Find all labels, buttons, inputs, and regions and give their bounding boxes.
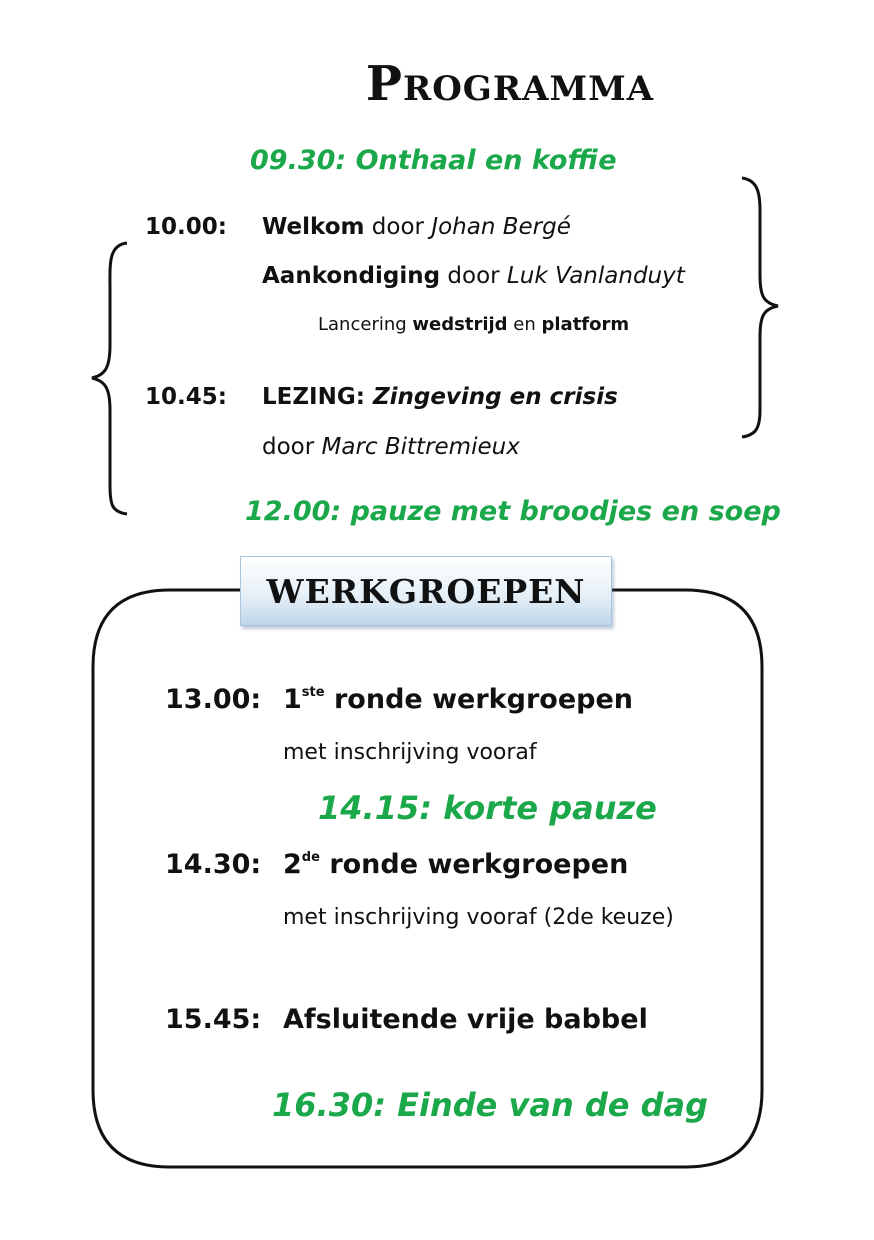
- lecture-speaker-line: [262, 434, 520, 460]
- lecture-speaker: Marc Bittremieux: [321, 434, 520, 460]
- page-title: Programma: [365, 56, 655, 112]
- round2-line: [283, 849, 628, 880]
- end-line: 16.30: Einde van de dag: [272, 1086, 709, 1124]
- round1-ordinal: ste: [301, 685, 325, 700]
- round2-ordinal: de: [301, 850, 320, 865]
- werkgroepen-header: [240, 556, 612, 626]
- welcome-line: [262, 214, 571, 240]
- launch-contest: wedstrijd: [412, 314, 508, 335]
- launch-line: [318, 314, 629, 335]
- launch-and: en: [507, 314, 542, 335]
- round1-time: 13.00:: [165, 684, 262, 715]
- welcome-time: 10.00:: [145, 214, 227, 240]
- arrival-line: 09.30: Onthaal en koffie: [250, 145, 617, 176]
- lecture-line: [262, 384, 618, 410]
- launch-word: Lancering: [318, 314, 413, 335]
- announce-by: door: [440, 263, 507, 289]
- round2-note: met inschrijving vooraf (2de keuze): [283, 905, 674, 930]
- announce-line: [262, 263, 685, 289]
- round1-line: [283, 684, 633, 715]
- welcome-label: Welkom: [262, 214, 365, 240]
- announce-speaker: Luk Vanlanduyt: [506, 263, 685, 289]
- lecture-time: 10.45:: [145, 384, 227, 410]
- round2-time: 14.30:: [165, 849, 262, 880]
- closing-time: 15.45:: [165, 1004, 262, 1035]
- lecture-label: LEZING:: [262, 384, 373, 410]
- lecture-by: door: [262, 434, 322, 460]
- werkgroepen-title: WERKGROEPEN: [266, 571, 586, 611]
- closing-text: Afsluitende vrije babbel: [283, 1004, 648, 1035]
- round1-text: ronde werkgroepen: [324, 684, 633, 715]
- round2-text: ronde werkgroepen: [319, 849, 629, 880]
- round1-note: met inschrijving vooraf: [283, 740, 537, 765]
- announce-label: Aankondiging: [262, 263, 441, 289]
- lecture-topic: Zingeving en crisis: [372, 384, 618, 410]
- launch-platform: platform: [541, 314, 630, 335]
- round1-number: 1: [283, 684, 302, 715]
- short-break-line: 14.15: korte pauze: [318, 789, 657, 827]
- lunch-line: 12.00: pauze met broodjes en soep: [245, 496, 781, 527]
- welcome-by: door: [364, 214, 432, 240]
- left-curly-brace: [92, 243, 127, 514]
- welcome-speaker: Johan Bergé: [431, 214, 571, 240]
- right-curly-brace: [742, 178, 778, 437]
- round2-number: 2: [283, 849, 302, 880]
